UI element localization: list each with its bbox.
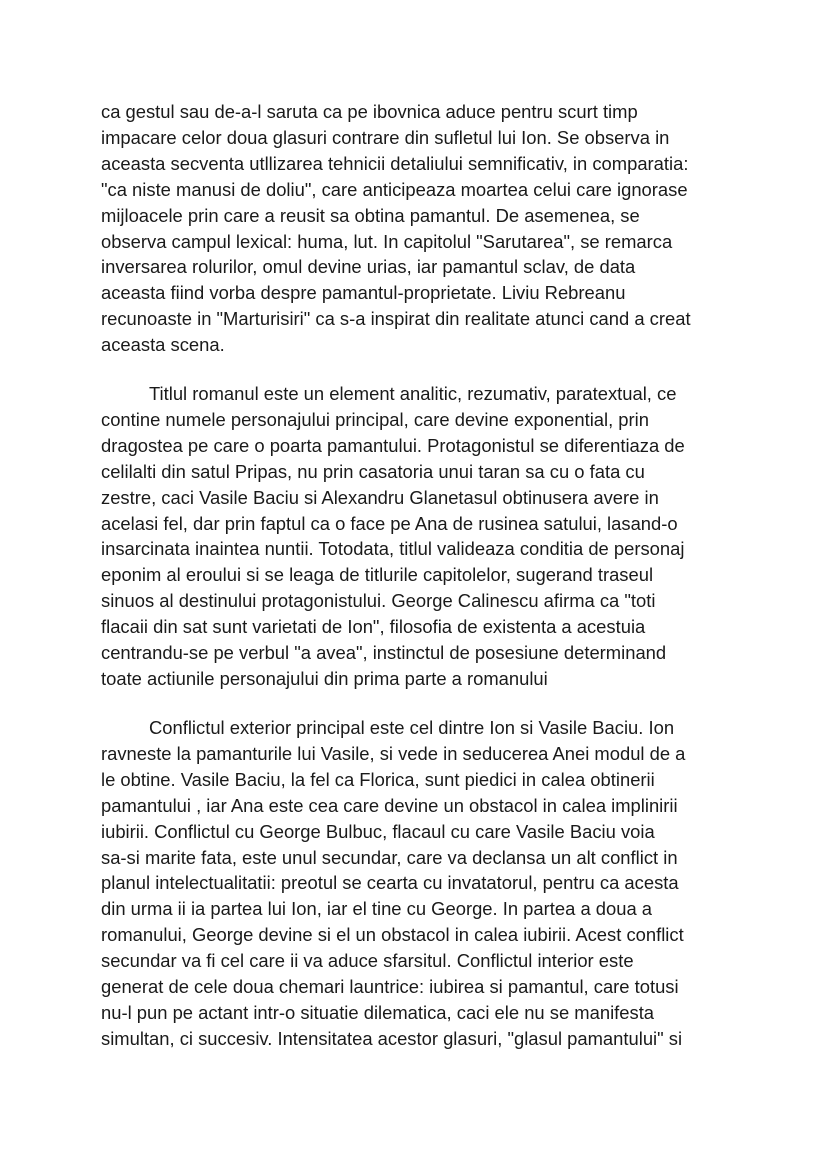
paragraph-line: flacaii din sat sunt varietati de Ion", filosofia de existenta a acestuia (101, 616, 646, 638)
paragraph-1 (101, 99, 741, 358)
paragraph-line: ca gestul sau de-a-l saruta ca pe ibovnica aduce pentru scurt timp (101, 101, 638, 122)
paragraph-line: mijloacele prin care a reusit sa obtina pamantul. De asemenea, se (101, 204, 640, 226)
paragraph-3 (101, 715, 741, 1052)
paragraph-line: ravneste la pamanturile lui Vasile, si vede in seducerea Anei modul de a (101, 742, 686, 764)
paragraph-line: planul intelectualitatii: preotul se cearta cu invatatorul, pentru ca acesta (101, 872, 679, 894)
paragraph-line: insarcinata inaintea nuntii. Totodata, titlul valideaza conditia de personaj (101, 538, 685, 560)
paragraph-line: generat de cele doua chemari launtrice: iubirea si pamantul, care totusi (101, 976, 679, 998)
paragraph-line: simultan, ci succesiv. Intensitatea acestor glasuri, "glasul pamantului" si (101, 1027, 683, 1049)
paragraph-line: aceasta scena. (101, 334, 225, 356)
paragraph-line: impacare celor doua glasuri contrare din sufletul lui Ion. Se observa in (101, 126, 670, 148)
paragraph-line: nu-l pun pe actant intr-o situatie dilematica, caci ele nu se manifesta (101, 1001, 655, 1023)
paragraph-line: secundar va fi cel care ii va aduce sfarsitul. Conflictul interior este (101, 950, 634, 972)
paragraph-line: zestre, caci Vasile Baciu si Alexandru Glanetasul obtinusera avere in (101, 486, 659, 508)
paragraph-line: Conflictul exterior principal este cel dintre Ion si Vasile Baciu. Ion (149, 717, 675, 738)
paragraph-line: aceasta secventa utllizarea tehnicii detaliului semnificativ, in comparatia: (101, 152, 689, 174)
paragraph-line: Titlul romanul este un element analitic, rezumativ, paratextual, ce (149, 383, 677, 404)
paragraph-2 (101, 381, 741, 692)
paragraph-line: dragostea pe care o poarta pamantului. Protagonistul se diferentiaza de (101, 434, 685, 456)
paragraph-line: observa campul lexical: huma, lut. In capitolul "Sarutarea", se remarca (101, 230, 673, 252)
paragraph-line: inversarea rolurilor, omul devine urias, iar pamantul sclav, de data (101, 256, 636, 278)
paragraph-line: din urma ii ia partea lui Ion, iar el tine cu George. In partea a doua a (101, 898, 653, 920)
paragraph-line: eponim al eroului si se leaga de titlurile capitolelor, sugerand traseul (101, 564, 654, 586)
paragraph-line: toate actiunile personajului din prima parte a romanului (101, 667, 548, 689)
paragraph-line: aceasta fiind vorba despre pamantul-proprietate. Liviu Rebreanu (101, 282, 626, 304)
paragraph-line: iubirii. Conflictul cu George Bulbuc, flacaul cu care Vasile Baciu voia (101, 820, 655, 842)
paragraph-line: "ca niste manusi de doliu", care anticipeaza moartea celui care ignorase (101, 178, 688, 200)
paragraph-line: celilalti din satul Pripas, nu prin casatoria unui taran sa cu o fata cu (101, 460, 645, 482)
paragraph-line: romanului, George devine si el un obstacol in calea iubirii. Acest conflict (101, 924, 684, 946)
paragraph-line: centrandu-se pe verbul "a avea", instinctul de posesiune determinand (101, 642, 667, 664)
paragraph-line: le obtine. Vasile Baciu, la fel ca Florica, sunt piedici in calea obtinerii (101, 768, 655, 790)
paragraph-line: sinuos al destinului protagonistului. George Calinescu afirma ca "toti (101, 590, 656, 612)
paragraph-line: pamantului , iar Ana este cea care devine un obstacol in calea implinirii (101, 794, 678, 816)
paragraph-line: acelasi fel, dar prin faptul ca o face pe Ana de rusinea satului, lasand-o (101, 512, 678, 534)
paragraph-line: contine numele personajului principal, care devine exponential, prin (101, 408, 649, 430)
paragraph-line: sa-si marite fata, este unul secundar, care va declansa un alt conflict in (101, 846, 678, 868)
paragraph-line: recunoaste in "Marturisiri" ca s-a inspirat din realitate atunci cand a creat (101, 308, 691, 330)
